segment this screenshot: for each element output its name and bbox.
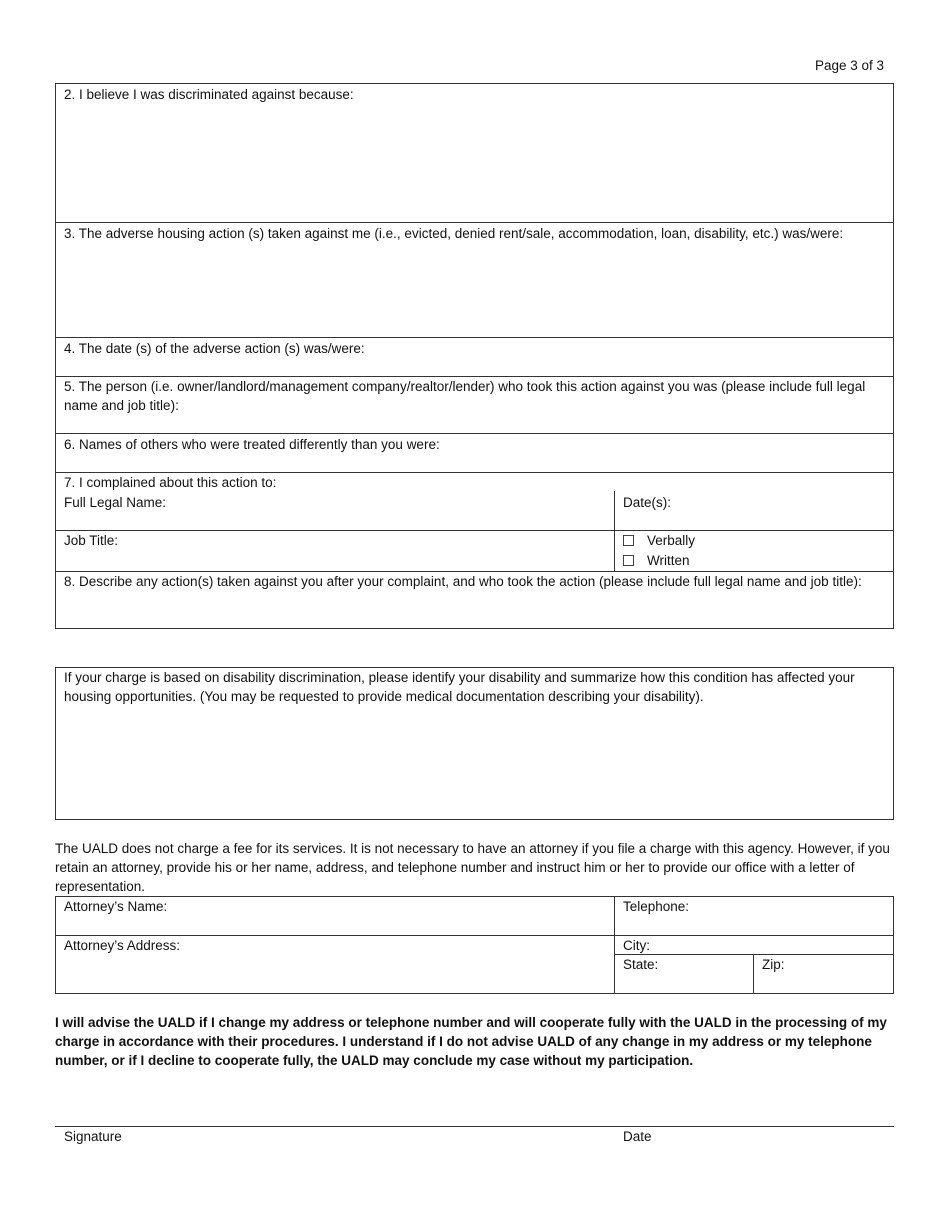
agreement-statement: I will advise the UALD if I change my address or telephone number and will cooperate fully with the UALD in the processing of my charge in accordance with their procedures. I understand if I do not advise UALD of any change in my address or my telephone number, or if I decline to cooperate fully, the UALD may conclude my case without my participation. bbox=[55, 1015, 887, 1068]
written-checkbox[interactable] bbox=[623, 555, 634, 566]
full-legal-name-field[interactable] bbox=[56, 493, 613, 529]
telephone-field[interactable] bbox=[615, 897, 893, 934]
telephone-label: Telephone: bbox=[623, 899, 690, 914]
job-title-field[interactable] bbox=[56, 531, 613, 570]
attorney-note: The UALD does not charge a fee for its services. It is not necessary to have an attorney if you file a charge with this agency. However, if you retain an attorney, provide his or her name, address, and telephone number and instruct him or her to provide our office with a letter of representation. bbox=[55, 841, 890, 894]
zip-label: Zip: bbox=[762, 957, 785, 972]
complaint-method-options bbox=[615, 531, 893, 570]
question-7-label: 7. I complained about this action to: bbox=[64, 475, 277, 490]
signature-field[interactable] bbox=[56, 1127, 613, 1146]
city-field[interactable] bbox=[615, 936, 893, 954]
date-label: Date bbox=[623, 1129, 652, 1144]
question-8[interactable] bbox=[56, 572, 893, 628]
question-6[interactable] bbox=[56, 435, 893, 471]
question-2-label: 2. I believe I was discriminated against because: bbox=[64, 87, 354, 102]
divider bbox=[55, 433, 894, 434]
question-5[interactable] bbox=[56, 377, 893, 432]
question-3[interactable] bbox=[56, 224, 893, 336]
verbally-option[interactable] bbox=[623, 531, 885, 550]
written-label: Written bbox=[647, 553, 690, 568]
attorney-name-label: Attorney’s Name: bbox=[64, 899, 168, 914]
signature-label: Signature bbox=[64, 1129, 122, 1144]
job-title-label: Job Title: bbox=[64, 533, 119, 548]
dates-field[interactable] bbox=[615, 493, 893, 529]
divider bbox=[55, 222, 894, 223]
city-label: City: bbox=[623, 938, 650, 953]
attorney-name-field[interactable] bbox=[56, 897, 613, 934]
state-label: State: bbox=[623, 957, 659, 972]
verbally-checkbox[interactable] bbox=[623, 535, 634, 546]
question-8-label: 8. Describe any action(s) taken against you after your complaint, and who took the action (please include full legal name and job title): bbox=[64, 574, 862, 589]
full-legal-name-label: Full Legal Name: bbox=[64, 495, 167, 510]
question-2[interactable] bbox=[56, 85, 893, 221]
question-4-label: 4. The date (s) of the adverse action (s) was/were: bbox=[64, 341, 365, 356]
written-option[interactable] bbox=[623, 551, 885, 570]
date-field[interactable] bbox=[615, 1127, 893, 1146]
state-field[interactable] bbox=[615, 955, 753, 993]
attorney-address-field[interactable] bbox=[56, 936, 613, 993]
question-4[interactable] bbox=[56, 339, 893, 375]
question-6-label: 6. Names of others who were treated differently than you were: bbox=[64, 437, 440, 452]
question-3-label: 3. The adverse housing action (s) taken against me (i.e., evicted, denied rent/sale, accommodation, loan, disability, etc.) was/were: bbox=[64, 226, 844, 241]
zip-field[interactable] bbox=[754, 955, 893, 993]
attorney-address-label: Attorney’s Address: bbox=[64, 938, 181, 953]
verbally-label: Verbally bbox=[647, 533, 696, 548]
page-number: Page 3 of 3 bbox=[814, 58, 884, 73]
question-5-label: 5. The person (i.e. owner/landlord/management company/realtor/lender) who took this action against you was (please include full legal name and job title): bbox=[64, 379, 866, 413]
divider bbox=[55, 337, 894, 338]
dates-label: Date(s): bbox=[623, 495, 672, 510]
disability-text: If your charge is based on disability discrimination, please identify your disability and summarize how this condition has affected your housing opportunities. (You may be requested to provide medical documentation describing your disability). bbox=[64, 670, 855, 704]
